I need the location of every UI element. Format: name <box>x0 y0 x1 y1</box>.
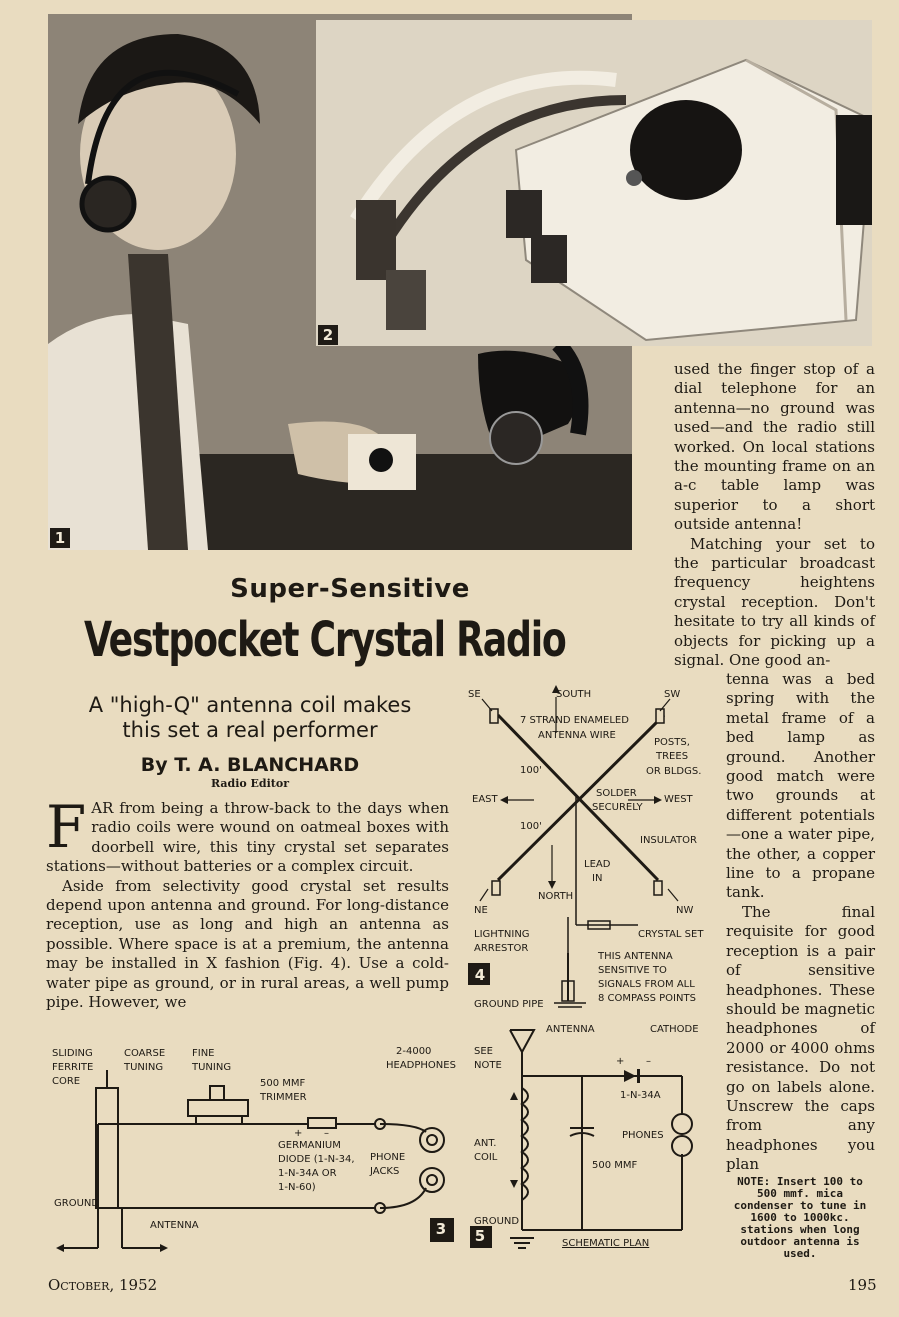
byline: By T. A. BLANCHARD <box>140 754 360 776</box>
fig3-jacks-2: JACKS <box>370 1166 400 1177</box>
fig4-sw: SW <box>664 689 681 700</box>
fig4-solder: SOLDER <box>596 788 637 799</box>
fig4-solder-2: SECURELY <box>592 802 643 813</box>
paragraph-5: tenna was a bed spring with the metal frame of a bed lamp as ground. Another good match were two grounds at different potentials —one a water pipe, the other, a copper line to a propane tank. <box>726 670 875 902</box>
fig3-diode-4: 1-N-60) <box>278 1182 316 1193</box>
fig3-diagram <box>46 1040 458 1252</box>
fig3-sliding: SLIDING <box>52 1048 93 1059</box>
paragraph-1: AR from being a throw-back to the days when radio coils were wound on oatmeal boxes with doorbell wire, this tiny crystal set separates stations—without batteries or a complex circuit. <box>46 799 449 876</box>
paragraph-3: used the finger stop of a dial telephone for an antenna—no ground was used—and the radio still worked. On local stations the mounting frame on an a-c table lamp was superior to a short outside antenna! <box>674 360 875 534</box>
fig5-see: SEE <box>474 1046 493 1057</box>
fig4-east: EAST <box>472 794 498 805</box>
fig4-nw: NW <box>676 905 694 916</box>
article-deck-line1: A "high-Q" antenna coil makes <box>88 693 412 717</box>
fig5-ant: ANT. <box>474 1138 497 1149</box>
paragraph-6: The final requisite for good reception is a pair of sensitive headphones. These should be magnetic headphones of 2000 or 4000 ohms resistance. Do not go on labels alone. Unscrew the caps from any headphones you plan <box>726 902 875 1174</box>
fig3-headphones-2: HEADPHONES <box>386 1060 456 1071</box>
fig4-ground-pipe: GROUND PIPE <box>474 999 544 1010</box>
fig4-lead: LEAD <box>584 859 611 870</box>
photo-crystal-radio-box <box>316 20 872 346</box>
fig3-antenna: ANTENNA <box>150 1220 199 1231</box>
fig4-sens-1: THIS ANTENNA <box>598 951 673 962</box>
fig3-headphones: 2-4000 <box>396 1046 432 1057</box>
fig3-fine-2: TUNING <box>192 1062 232 1073</box>
fig4-lead-2: IN <box>592 873 603 884</box>
fig3-diode-3: 1-N-34A OR <box>278 1168 337 1179</box>
fig4-lightning: LIGHTNING <box>474 929 530 940</box>
byline-role: Radio Editor <box>210 777 290 790</box>
footer-date: October, 1952 <box>48 1276 158 1294</box>
fig4-length-1: 100' <box>520 765 542 776</box>
fig5-antenna: ANTENNA <box>546 1024 595 1035</box>
fig5-ground: GROUND <box>474 1216 520 1227</box>
fig4-sens-2: SENSITIVE TO <box>598 965 667 976</box>
fig4-wire-label-2: ANTENNA WIRE <box>538 730 616 741</box>
fig3-minus: – <box>324 1128 329 1139</box>
photo-2-illustration <box>316 20 872 346</box>
paragraph-4: Matching your set to the particular broadcast frequency heightens crystal reception. Don't hesitate to try all kinds of objects for picking up a signal. One good an- <box>674 534 875 670</box>
fig4-west: WEST <box>664 794 693 805</box>
fig4-number: 4 <box>470 965 490 985</box>
right-column-top <box>674 360 875 671</box>
fig5-capacitor: 500 MMF <box>592 1160 638 1171</box>
fig3-fine: FINE <box>192 1048 215 1059</box>
fig3-plus: + <box>294 1128 303 1139</box>
paragraph-2: Aside from selectivity good crystal set results depend upon antenna and ground. For long-distance reception, use as long and high an antenna as possible. Where space is at a premium, the antenna may be installed in X fashion (Fig. 4). Use a cold-water pipe as ground, or in rural areas, a well pump pipe. However, we <box>46 876 449 1012</box>
page-number: 195 <box>848 1276 877 1294</box>
editor-note: NOTE: Insert 100 to 500 mmf. mica condenser to tune in 1600 to 1000kc. stations when long outdoor antenna is used. <box>733 1175 867 1260</box>
fig3-jacks: PHONE <box>370 1152 406 1163</box>
article-deck-line2: this set a real performer <box>122 718 378 742</box>
fig4-ne: NE <box>474 905 488 916</box>
fig3-coarse: COARSE <box>124 1048 166 1059</box>
fig5-coil: COIL <box>474 1152 498 1163</box>
fig3-diode: GERMANIUM <box>278 1140 341 1151</box>
fig3-core: CORE <box>52 1076 81 1087</box>
fig5-cathode: CATHODE <box>650 1024 699 1035</box>
fig4-sens-4: 8 COMPASS POINTS <box>598 993 696 1004</box>
fig5-diagram <box>470 1020 710 1256</box>
fig3-number: 3 <box>435 1220 447 1238</box>
drop-cap: F <box>46 793 87 861</box>
fig5-number: 5 <box>474 1227 486 1245</box>
fig4-se: SE <box>468 689 481 700</box>
article-kicker: Super-Sensitive <box>230 574 470 604</box>
fig4-diagram <box>468 685 708 1015</box>
fig5-caption: SCHEMATIC PLAN <box>562 1238 650 1249</box>
fig4-arrestor: ARRESTOR <box>474 943 529 954</box>
fig1-number: 1 <box>50 528 70 548</box>
fig3-trimmer-2: TRIMMER <box>260 1092 307 1103</box>
fig4-trees: TREES <box>656 751 689 762</box>
fig4-insulator: INSULATOR <box>640 835 697 846</box>
fig3-ground: GROUND <box>54 1198 100 1209</box>
fig2-number: 2 <box>318 325 338 345</box>
fig4-sens-3: SIGNALS FROM ALL <box>598 979 695 990</box>
fig5-note: NOTE <box>474 1060 502 1071</box>
right-column-narrow <box>726 670 875 1175</box>
fig5-phones: PHONES <box>622 1130 664 1141</box>
fig5-plus: + <box>616 1056 625 1067</box>
article-headline: Vestpocket Crystal Radio <box>84 612 566 668</box>
left-column <box>46 793 449 1012</box>
fig5-diode: 1-N-34A <box>620 1090 661 1101</box>
fig4-posts: POSTS, <box>654 737 690 748</box>
fig3-diode-2: DIODE (1-N-34, <box>278 1154 355 1165</box>
fig3-coarse-2: TUNING <box>124 1062 164 1073</box>
fig4-south: SOUTH <box>556 689 592 700</box>
fig3-ferrite: FERRITE <box>52 1062 94 1073</box>
fig4-north: NORTH <box>538 891 574 902</box>
fig4-wire-label: 7 STRAND ENAMELED <box>520 715 629 726</box>
fig4-crystal-set: CRYSTAL SET <box>638 929 704 940</box>
fig4-length-2: 100' <box>520 821 542 832</box>
fig4-bldgs: OR BLDGS. <box>646 766 702 777</box>
fig3-trimmer: 500 MMF <box>260 1078 306 1089</box>
fig5-minus: – <box>646 1056 651 1067</box>
